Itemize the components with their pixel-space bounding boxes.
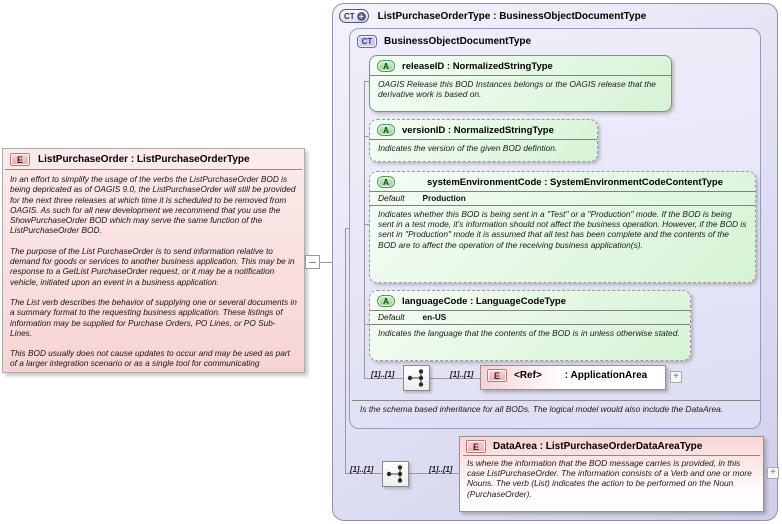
attribute-header	[370, 291, 690, 311]
sequence-compositor-icon	[403, 365, 430, 391]
element-header	[481, 366, 665, 384]
default-row	[370, 311, 690, 325]
attribute-icon: A	[377, 295, 395, 307]
complextype-box	[332, 3, 778, 521]
element-icon: E	[10, 153, 30, 166]
cardinality-label: [1]..[1]	[450, 370, 474, 379]
cardinality-label: [1]..[1]	[371, 370, 395, 379]
element-ref-name: <Ref>	[514, 370, 542, 381]
complextype-icon: CT	[357, 35, 377, 48]
attribute-title: releaseID : NormalizedStringType	[402, 60, 553, 72]
expand-button[interactable]: +	[767, 467, 779, 479]
attribute-box-languagecode[interactable]	[369, 290, 691, 361]
annotation-paragraph: In an effort to simplify the usage of the verbs the ListPurchaseOrder BOD is being depricated as of OAGIS 9.0, the ListPurchaseOrder will still be provided for the next three releases at which time it is scheduled to be removed from OAGIS. As such for all new development we recommend that you use the ShowPurchaseOrder BOD which may serve the same function of the ListPurchaseOrder BOD.	[10, 174, 296, 236]
element-title: ListPurchaseOrder : ListPurchaseOrderType	[38, 154, 250, 165]
attribute-annotation: Indicates the version of the given BOD defintion.	[378, 143, 558, 153]
attribute-icon: A	[377, 176, 395, 188]
attribute-box-releaseid[interactable]	[369, 55, 672, 112]
complextype-derived-icon: CT +	[339, 9, 369, 23]
complextype-title: ListPurchaseOrderType : BusinessObjectDocumentType	[377, 10, 647, 22]
element-box-listpurchaseorder[interactable]	[2, 148, 305, 373]
cardinality-label: [1]..[1]	[350, 465, 374, 474]
element-icon: E	[487, 369, 507, 382]
divider	[352, 400, 760, 401]
element-annotation: Is where the information that the BOD message carries is provided, in this case ListPurchaseOrder. The information consists of a Verb and one or more Nouns. The verb (List) indicates the action to be performed on the Noun (PurchaseOrder).	[467, 458, 752, 499]
complextype-header[interactable]	[339, 9, 646, 23]
basetype-title: BusinessObjectDocumentType	[384, 36, 532, 47]
sequence-compositor-icon	[382, 461, 409, 487]
basetype-header[interactable]	[357, 35, 531, 48]
attribute-annotation: Indicates the language that the contents of the BOD is in unless otherwise stated.	[378, 328, 680, 338]
attribute-header	[370, 120, 597, 140]
default-row	[370, 192, 755, 206]
element-annotation	[3, 170, 304, 383]
cardinality-label: [1]..[1]	[429, 465, 453, 474]
element-icon: E	[466, 440, 486, 453]
collapse-toggle[interactable]	[305, 255, 320, 269]
connector-line	[364, 81, 365, 378]
default-value: Production	[422, 194, 466, 203]
annotation-paragraph: The purpose of the List PurchaseOrder is to send information relative to demand for goods or services to another business application. This may be in response to a GetList PurchaseOrder request, or it may be a notification vehicle, initiated upon an event in a business application.	[10, 245, 295, 287]
annotation-paragraph: The List verb describes the behavior of supplying one or several documents in a summary format to the requesting business application. These listings of information may be supplied for Purchase Orders, PO Lines, or PO Sub-Lines.	[10, 296, 297, 338]
attribute-header	[370, 172, 755, 192]
attribute-header	[370, 56, 671, 76]
element-header	[460, 437, 763, 455]
attribute-box-systemenvironmentcode[interactable]	[369, 171, 756, 283]
annotation-paragraph: This BOD usually does not cause updates to occur and may be used as part of a larger integration scenario or as a single tool for communicating	[10, 348, 290, 369]
attribute-title: systemEnvironmentCode : SystemEnvironmentCodeContentType	[427, 176, 723, 188]
element-box-dataarea[interactable]	[459, 436, 764, 512]
default-label: Default	[378, 312, 405, 322]
attribute-title: languageCode : LanguageCodeType	[402, 295, 566, 307]
attribute-annotation: OAGIS Release this BOD Instances belongs or the OAGIS release that the derivative work is based on.	[378, 79, 656, 100]
basetype-note: Is the schema based inheritance for all BODs. The logical model would also include the DataArea.	[360, 404, 724, 414]
basetype-box	[349, 28, 761, 429]
derivation-plus-icon: +	[357, 12, 366, 21]
attribute-annotation: Indicates whether this BOD is being sent in a "Test" or a "Production" mode. If the BOD is being sent in a test mode, it's information should not affect the business operation. However, if the BOD is sent in "Production" mode it is assumed that all test has been complete and the contents of the BOD are to affect the operation of the receiving business application(s).	[378, 209, 747, 250]
attribute-title: versionID : NormalizedStringType	[402, 124, 554, 136]
element-title: DataArea : ListPurchaseOrderDataAreaType	[493, 441, 703, 452]
attribute-icon: A	[377, 60, 395, 72]
default-value: en-US	[422, 313, 447, 322]
default-label: Default	[378, 193, 405, 203]
element-header[interactable]	[3, 149, 304, 169]
minus-icon	[309, 262, 316, 263]
element-ref-type: : ApplicationArea	[564, 370, 648, 381]
attribute-icon: A	[377, 124, 395, 136]
expand-button[interactable]: +	[670, 371, 682, 383]
element-box-applicationarea[interactable]	[480, 365, 666, 390]
connector-line	[345, 228, 346, 474]
connector-line	[345, 228, 349, 229]
attribute-box-versionid[interactable]	[369, 119, 598, 162]
